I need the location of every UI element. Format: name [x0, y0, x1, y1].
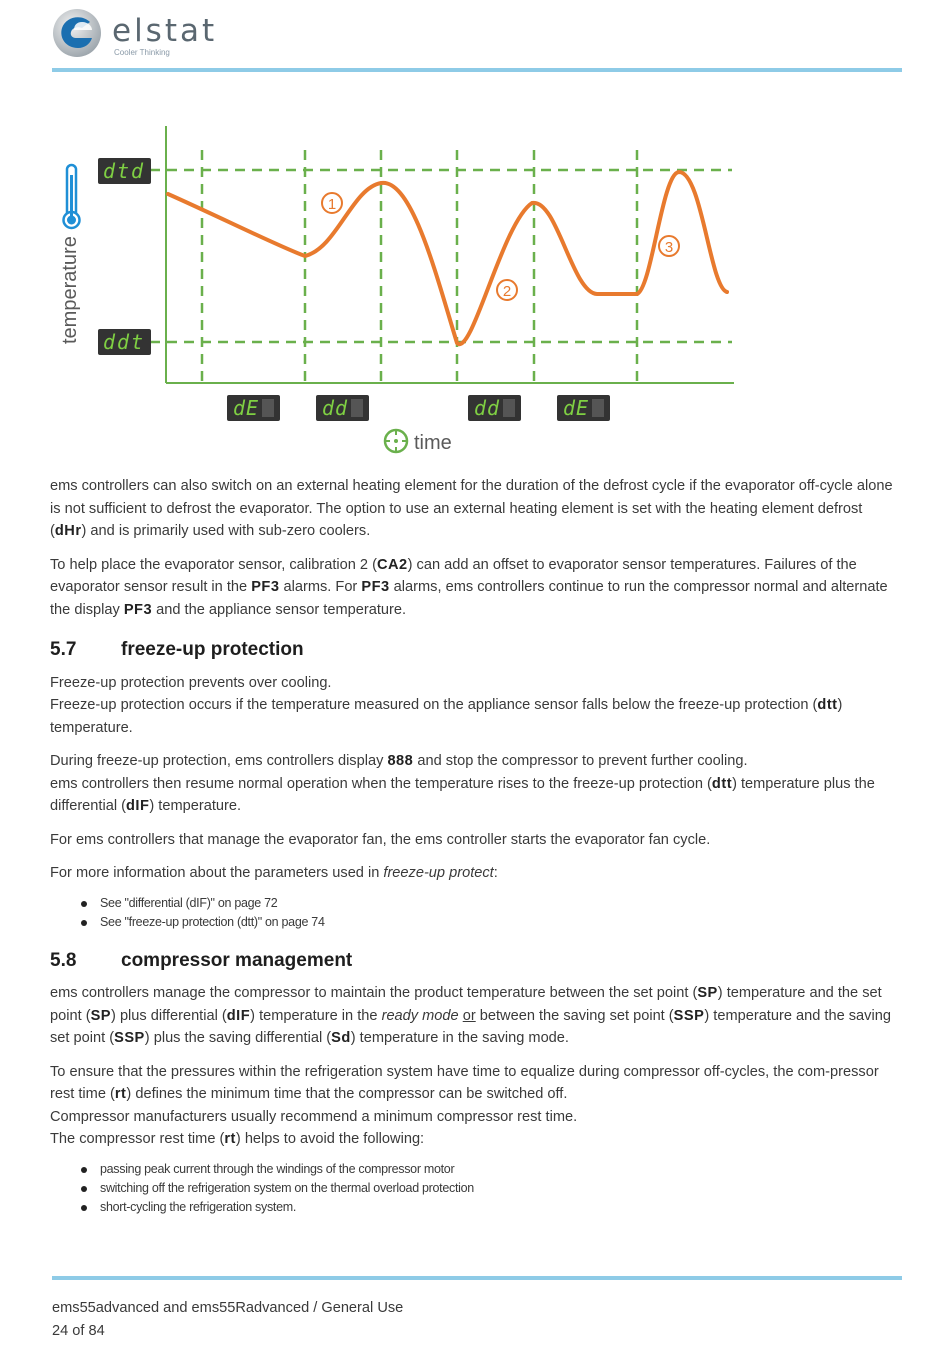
list-item: short-cycling the refrigeration system.: [100, 1198, 900, 1217]
display-dtd-text: dtd: [102, 159, 146, 183]
paragraph-evaporator-sensor: To help place the evaporator sensor, calibration 2 (CA2) can add an offset to evaporator sensor temperatures. Failures of the evaporator sensor result in the PF3 alarms. For PF3 alarms, ems controllers continue to run the compressor normal and alternate the display PF3 and the appliance sensor temperature.: [50, 556, 888, 618]
page-content: [50, 475, 900, 1231]
x-axis-label: time: [414, 432, 452, 454]
display-dtd: [98, 158, 151, 184]
clock-icon: [385, 430, 407, 452]
marker-1-text: 1: [327, 196, 337, 213]
header-rule: [52, 68, 902, 72]
display-de-1-text: dE: [232, 396, 260, 420]
thermometer-icon: [64, 165, 80, 228]
marker-2-text: 2: [502, 283, 512, 300]
marker-2: [497, 280, 517, 300]
page-footer: [52, 1297, 403, 1342]
display-ddt: [98, 329, 151, 355]
marker-3: [659, 236, 679, 256]
reference-link-dtt[interactable]: See "freeze-up protection (dtt)" on page 74: [100, 913, 900, 932]
brand-tagline: Cooler Thinking: [114, 48, 170, 57]
paragraph-heating-defrost: ems controllers can also switch on an external heating element for the duration of the defrost cycle if the evaporator off-cycle alone is not sufficient to defrost the evaporator. The option to use an external heating element is set with the heating element defrost (dHr) and is primarily used with sub-zero coolers.: [50, 478, 893, 539]
display-dd-1: [316, 395, 369, 421]
elstat-logo-icon: [52, 8, 102, 58]
page-header: [52, 8, 902, 74]
paragraph-evaporator-fan: For ems controllers that manage the evaporator fan, the ems controller starts the evaporator fan cycle.: [50, 831, 711, 848]
page-number: 24 of 84: [52, 1322, 105, 1339]
avoid-list: [50, 1160, 900, 1217]
paragraph-compressor-rest-time: To ensure that the pressures within the refrigeration system have time to equalize during compressor off-cycles, the com-pressor rest time (rt) defines the minimum time that the compressor can be switched off. Compressor manufacturers usually recommend a minimum compressor rest time. The compressor rest time (rt) helps to avoid the following:: [50, 1063, 879, 1147]
paragraph-compressor-set-point: ems controllers manage the compressor to maintain the product temperature between the set point (SP) temperature and the set point (SP) plus differential (dIF) temperature in the ready mode or between the saving set point (SSP) temperature and the saving set point (SSP) plus the saving differential (Sd) temperature in the saving mode.: [50, 985, 891, 1046]
display-de-1: [227, 395, 280, 421]
display-de-2: [557, 395, 610, 421]
paragraph-freeze-up-intro: Freeze-up protection prevents over cooling. Freeze-up protection occurs if the temperature measured on the appliance sensor falls below the freeze-up protection (dtt) temperature.: [50, 674, 843, 736]
list-item: switching off the refrigeration system on the thermal overload protection: [100, 1179, 900, 1198]
temperature-curve: [168, 172, 727, 344]
footer-rule: [52, 1276, 902, 1280]
display-dd-1-text: dd: [321, 396, 349, 420]
display-ddt-text: ddt: [102, 330, 146, 354]
y-axis-label: temperature: [59, 236, 81, 344]
reference-link-dif[interactable]: See "differential (dIF)" on page 72: [100, 894, 900, 913]
display-dd-2: [468, 395, 521, 421]
section-heading-5-8: 5.8 compressor management: [50, 949, 353, 971]
list-item: passing peak current through the windings of the compressor motor: [100, 1160, 900, 1179]
marker-3-text: 3: [664, 239, 674, 256]
paragraph-more-info: For more information about the parameters used in freeze-up protect:: [50, 865, 498, 881]
marker-1: [322, 193, 342, 213]
brand-name: elstat: [112, 13, 218, 49]
paragraph-freeze-up-during: During freeze-up protection, ems controllers display 888 and stop the compressor to prevent further cooling. ems controllers then resume normal operation when the temperature rises to the freeze-up protection (dtt) temperature plus the differential (dIF) temperature.: [50, 753, 875, 814]
defrost-diagram: [52, 118, 752, 464]
document-title: ems55advanced and ems55Radvanced / General Use: [52, 1300, 404, 1316]
display-de-2-text: dE: [562, 396, 590, 420]
display-dd-2-text: dd: [473, 396, 501, 420]
reference-list: [50, 894, 900, 932]
section-heading-5-7: 5.7 freeze-up protection: [50, 639, 304, 660]
